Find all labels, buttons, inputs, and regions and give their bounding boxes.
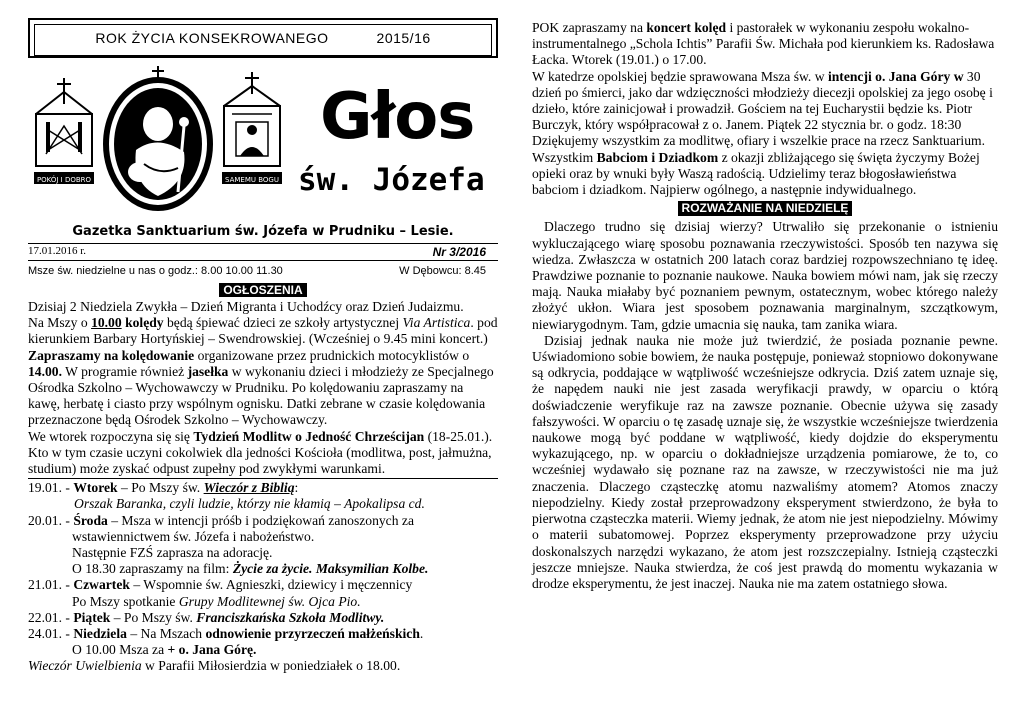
saint-joseph-icon [106, 66, 210, 208]
schedule-sunday: 24.01. - Niedziela – Na Mszach odnowienie przyrzeczeń małżeńskich. [28, 626, 424, 642]
schedule-wednesday-film: O 18.30 zapraszamy na film: Życie za życie. Maksymilian Kolbe. [72, 561, 429, 577]
logo-left-caption: POKÓJ I DOBRO [36, 176, 92, 184]
announcement-2: Na Mszy o 10.00 kolędy będą śpiewać dzieci ze szkoły artystycznej Via Artistica. pod kierunkiem Barbary Hortyńskiej – Swendrowskiej. (Wcześniej o 9.45 mini koncert.) [28, 315, 498, 347]
masthead [28, 58, 498, 216]
schedule-rule [28, 478, 498, 479]
announcement-4: We wtorek rozpoczyna się się Tydzień Modlitw o Jedność Chrześcijan (18-25.01.). Kto w tym czasie uczyni cokolwiek dla jedności Kościoła (modlitwa, post, jałmużna, studium) może zyskać odpust zupełny pod zwykłymi warunkami. [28, 428, 493, 477]
announcement-1: Dzisiaj 2 Niedziela Zwykła – Dzień Migranta i Uchodźcy oraz Dzień Judaizmu. [28, 299, 464, 314]
sanctuary-logo [28, 64, 288, 214]
schedule-wednesday-adoration: Następnie FZŚ zaprasza na adorację. [72, 545, 273, 561]
announcement-last: Wieczór Uwielbienia w Parafii Miłosierdzia w poniedziałek o 18.00. [28, 658, 401, 674]
masses-main: Msze św. niedzielne u nas o godz.: 8.00 10.00 11.30 [28, 265, 283, 277]
concert-notice: POK zapraszamy na koncert kolęd i pastorałek w wykonaniu zespołu wokalno-instrumentalnego „Schola Ichtis” Parafii Św. Michała pod kierunkiem ks. Radosława Łacka. Wtorek (19.01.) o 17.00. [532, 20, 995, 68]
issue-date: 17.01.2016 r. [28, 245, 87, 257]
schedule-thursday: 21.01. - Czwartek – Wspomnie św. Agnieszki, dziewicy i męczennicy [28, 577, 413, 593]
issue-number: Nr 3/2016 [432, 245, 486, 259]
year-value: 2015/16 [376, 30, 431, 46]
schedule-tuesday: 19.01. - Wtorek – Po Mszy św. Wieczór z Biblią: [28, 480, 299, 496]
schedule-wednesday: 20.01. - Środa – Msza w intencji próśb i podziękowań zanoszonych za wstawiennictwem św. Józefa i nabożeństwo. [28, 512, 414, 544]
schedule-thursday-detail: Po Mszy spotkanie Grupy Modlitewnej św. Ojca Pio. [72, 593, 361, 609]
announcements-body [28, 299, 498, 675]
mass-intention-notice: W katedrze opolskiej będzie sprawowana Msza św. w intencji o. Jana Góry w 30 dzień po śmierci, jako dar wdzięczności młodzieży diecezji opolskiej za jego osobę i dzieło, które zainicjował i prowadził. Gościem na tej Eucharystii będzie ks. Piotr Burczyk, który współpracował z o. Janem. Piątek 22 stycznia br. o godz. 18:30 [532, 68, 993, 133]
year-label: ROK ŻYCIA KONSEKROWANEGO [95, 30, 329, 46]
carmelite-emblem-icon [224, 72, 280, 166]
dateline [28, 243, 498, 261]
reflection-paragraph-2: Dzisiaj jednak nauka nie może już twierdzić, że posiada poznanie pewne. Uświadomiono sobie bowiem, że nauka postępuje, ponieważ stopniowo dokonywane są odkrycia, poddające w wątpliwość wcześniejsze odkrycia. Dziś zatem uznaje się, że napędem nauki nie jest zasada weryfikacji prawdy, w oparciu o którą doświadczenie weryfikuje raz na zawsze poznanie. Obecnie używa się zasady fałszywości. W oparciu o tę zasadę uznaje się, że wszystkie wcześniejsze twierdzenia naukowe mogą być poddane w wątpliwość, kiedy dojdzie do eksperymentu wykazującego, np. w oparciu o dokładniejsze urządzenia pomiarowe, że to, co wcześniej wydawało się poznane raz na zawsze, w rzeczywistości nie ma już znaczenia. Dlaczego cząsteczkę atomu nazwaliśmy atomem? Atomos znaczy niepodzielny. Kiedy został przeprowadzony eksperyment stwierdzono, że była to pierwotna cząsteczka materii. Wiemy jednak, że atom nie jest niepodzielny. Mówimy o materii subatomowej. Poprzez eksperymenty przeprowadzone przy użyciu doskonalszych narzędzi wykazano, że atom jest rozszczepialny. Istnieją cząsteczki jeszcze mniejsze. Nauka stwierdza, że coś jest prawdą do momentu wykazania w drodze eksperymentu, że jest inaczej. Nauka nie ma zatem ostatniego słowa. [532, 332, 998, 591]
left-column [28, 18, 498, 675]
year-banner [28, 18, 498, 58]
title-main: Głos [320, 80, 475, 154]
reflection-paragraph-1: Dlaczego trudno się dzisiaj wierzy? Utrwaliło się przekonanie o istnieniu wykluczającego wiarę sposobu poznawania rzeczywistości. Sposób ten nazywa się wiedza. Zwłaszcza w ostatnich 200 latach coraz bardziej rozpowszechniano tę ideę. Prawdziwe poznanie to poznanie naukowe. Nauka bowiem mówi nam, jak się rzeczy mają. Nauka miałaby być poznaniem pewnym, ostatecznym, wobec którego należy złożyć ukłon. Wiara jest sposobem poznawania marginalnym, szczątkowym, niewiarygodnym. Tam, gdzie umacnia się nauka, tam zanika wiara. [532, 219, 998, 332]
schedule-tuesday-detail: Orszak Baranka, czyli ludzie, którzy nie kłamią – Apokalipsa cd. [74, 496, 425, 512]
logo-right-caption: SAMEMU BOGU [225, 176, 279, 184]
subtitle: Gazetka Sanktuarium św. Józefa w Prudniku – Lesie. [72, 224, 454, 239]
right-column [532, 20, 998, 592]
masses-other: W Dębowcu: 8.45 [399, 265, 486, 277]
mass-times [28, 265, 498, 277]
reflection-heading: ROZWAŻANIE NA NIEDZIELĘ [532, 200, 998, 216]
schedule-friday: 22.01. - Piątek – Po Mszy św. Franciszkańska Szkoła Modlitwy. [28, 609, 385, 625]
grandparents-notice: Dziękujemy wszystkim za modlitwę, ofiary i wszelkie prace na rzecz Sanktuarium. Wszystkim Babciom i Dziadkom z okazji zbliżającego się święta życzymy Bożej opieki oraz by wnuki były Waszą radością. Udzielimy teraz błogosławieństwa babciom i dziadkom. Najpierw ogólnego, a następnie indywidualnego. [532, 133, 985, 198]
title-sub: św. Józefa [298, 162, 485, 198]
schedule-sunday-detail: O 10.00 Msza za + o. Jana Górę. [72, 642, 257, 658]
announcements-heading: OGŁOSZENIA [28, 281, 498, 299]
announcement-3: Zapraszamy na kolędowanie organizowane przez prudnickich motocyklistów o 14.00. W programie również jasełka w wykonaniu dzieci i młodzieży ze Specjalnego Ośrodka Szkolno – Wychowawczy w Prudniku. Po kolędowaniu zapraszamy na kawę, herbatę i ciasto przy wspólnym ognisku. Datki zebrane w czasie kolędowania przeznaczone będą Ośrodek Szkolno – Wychowawczy. [28, 347, 494, 428]
franciscan-emblem-icon [36, 78, 92, 166]
